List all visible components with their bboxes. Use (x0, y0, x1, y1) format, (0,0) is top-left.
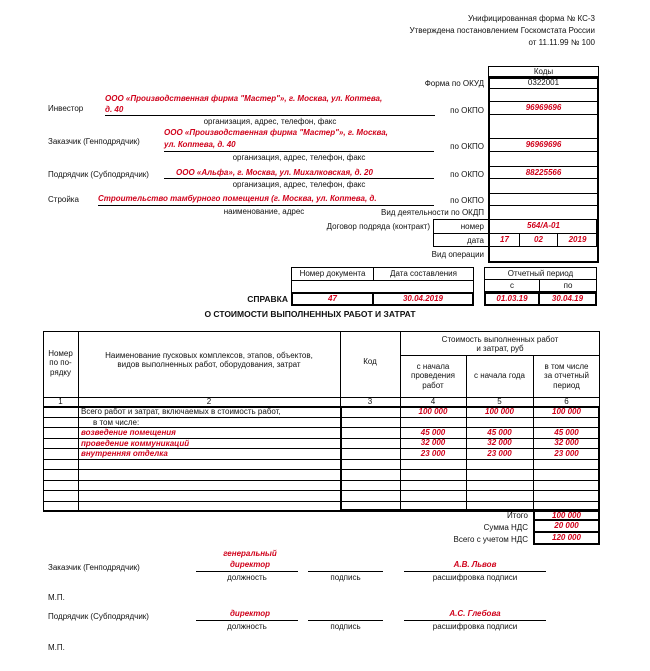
col-code-header: Код (363, 357, 377, 367)
sign-contractor-name: А.С. Глебова (449, 609, 501, 618)
col-code-index: 3 (367, 397, 373, 406)
okud-label: Форма по ОКУД (424, 79, 484, 88)
sign-customer-signature-hint: подпись (330, 573, 361, 582)
row-name: проведение коммуникаций (81, 438, 190, 448)
row-value: 45 000 (420, 427, 446, 437)
col-since-year-index: 5 (497, 397, 502, 406)
total-label: Итого (507, 511, 528, 520)
row-name: возведение помещения (81, 428, 176, 437)
period-from-label: с (484, 280, 540, 292)
site-hint: наименование, адрес (223, 207, 305, 216)
site-label: Стройка (48, 195, 79, 204)
col-period-index: 6 (564, 397, 569, 406)
site-okpo-cell (490, 193, 597, 206)
site-line: Строительство тамбурного помещения (г. Москва, ул. Коптева, д. (98, 194, 377, 203)
total-value: 100 000 (533, 510, 600, 521)
row-name: Всего работ и затрат, включаемых в стоимость работ, (81, 407, 281, 416)
sign-customer-position-hint: должность (227, 573, 267, 582)
with-vat-label: Всего с учетом НДС (453, 535, 528, 544)
investor-line1: ООО «Производственная фирма "Мастер"», г. Москва, ул. Коптева, (105, 94, 383, 103)
doc-date-header: Дата составления (374, 267, 474, 281)
sign-contractor-signature-hint: подпись (330, 622, 361, 631)
row-value: 32 000 (420, 438, 446, 448)
col-since-start-index: 4 (430, 397, 436, 406)
period-to: 30.04.19 (540, 292, 597, 306)
doc-number-header: Номер документа (291, 267, 374, 281)
sign-contractor-position-hint: должность (227, 622, 267, 631)
row-value: 23 000 (487, 448, 512, 458)
col-number-header: Номер по по- рядку (48, 349, 73, 377)
row-value: 23 000 (420, 448, 446, 458)
sign-contractor-label: Подрядчик (Субподрядчик) (48, 612, 149, 621)
contractor-okpo: 88225566 (490, 166, 597, 179)
okdp-label: Вид деятельности по ОКДП (380, 208, 484, 217)
contractor-label: Подрядчик (Субподрядчик) (48, 170, 149, 179)
investor-underline (105, 115, 435, 116)
operation-label: Вид операции (431, 250, 484, 259)
sign-customer-name: А.В. Львов (453, 560, 497, 569)
investor-okpo: 96969696 (490, 101, 597, 115)
doc-subtitle: О СТОИМОСТИ ВЫПОЛНЕННЫХ РАБОТ И ЗАТРАТ (204, 309, 416, 319)
customer-line2: ул. Коптева, д. 40 (164, 140, 236, 149)
customer-underline (164, 151, 434, 152)
row-value: 23 000 (554, 448, 579, 458)
period-to-label: по (540, 280, 597, 292)
form-header-line3: от 11.11.99 № 100 (528, 38, 595, 47)
investor-okpo-label: по ОКПО (450, 106, 484, 115)
row-value: 100 000 (418, 406, 448, 416)
sign-contractor-position: директор (229, 609, 270, 618)
contractor-line: ООО «Альфа», г. Москва, ул. Михалковская, д. 20 (176, 168, 373, 177)
doc-number: 47 (291, 292, 374, 306)
customer-label: Заказчик (Генподрядчик) (48, 137, 140, 146)
row-name: внутренняя отделка (81, 449, 168, 458)
sign-customer-position-line1: генеральный (223, 549, 277, 558)
customer-line1: ООО «Производственная фирма "Мастер"», г. Москва, (164, 128, 388, 137)
row-name: в том числе: (93, 417, 140, 427)
site-underline (98, 205, 434, 206)
row-value: 45 000 (554, 427, 579, 437)
vat-value: 20 000 (533, 521, 600, 533)
col-period-header: в том числе за отчетный период (544, 362, 589, 390)
vat-label: Сумма НДС (483, 523, 528, 532)
row-value: 45 000 (487, 427, 512, 437)
contract-date-label: дата (467, 236, 484, 245)
row-value: 100 000 (485, 406, 514, 416)
sign-contractor-name-hint: расшифровка подписи (432, 622, 518, 631)
contract-number-label: номер (460, 222, 484, 231)
customer-hint: организация, адрес, телефон, факс (232, 153, 366, 162)
row-value: 32 000 (554, 438, 579, 448)
form-header-line1: Унифицированная форма № КС-3 (468, 14, 595, 23)
contract-number: 564/А-01 (527, 221, 560, 231)
row-value: 32 000 (487, 438, 512, 448)
customer-okpo: 96969696 (490, 138, 597, 152)
row-value: 100 000 (552, 406, 581, 416)
contract-month: 02 (520, 233, 558, 247)
investor-line2: д. 40 (105, 105, 124, 114)
contract-day: 17 (490, 233, 520, 247)
col-name-index: 2 (206, 397, 212, 406)
investor-label: Инвестор (48, 104, 84, 113)
codes-title: Коды (488, 66, 599, 77)
sign-customer-name-hint: расшифровка подписи (432, 573, 518, 582)
sign-customer-label: Заказчик (Генподрядчик) (48, 563, 140, 572)
sign-customer-position-line2: директор (229, 560, 270, 569)
okud-value: 0322001 (490, 77, 597, 89)
contractor-hint: организация, адрес, телефон, факс (232, 180, 366, 189)
col-cost-header: Стоимость выполненных работ и затрат, руб (441, 334, 559, 353)
customer-okpo-label: по ОКПО (450, 142, 484, 151)
form-header-line2: Утверждена постановлением Госкомстата России (409, 26, 595, 35)
contract-label: Договор подряда (контракт) (326, 222, 430, 231)
col-since-year-header: с начала года (473, 371, 525, 381)
stamp-place-1: М.П. (48, 593, 65, 602)
doc-title: СПРАВКА (247, 294, 288, 304)
col-number-index: 1 (58, 397, 63, 406)
contractor-okpo-label: по ОКПО (450, 170, 484, 179)
period-from: 01.03.19 (484, 292, 540, 306)
stamp-place-2: М.П. (48, 643, 65, 652)
contractor-underline (164, 178, 434, 179)
contract-year: 2019 (568, 235, 587, 245)
col-name-header: Наименование пусковых комплексов, этапов, объектов, видов выполненных работ, оборудования, затрат (105, 350, 313, 369)
period-header: Отчетный период (484, 267, 597, 280)
investor-hint: организация, адрес, телефон, факс (203, 117, 337, 126)
col-since-start-header: с начала проведения работ (411, 362, 455, 390)
site-okpo-label: по ОКПО (450, 196, 484, 205)
doc-date: 30.04.2019 (374, 292, 474, 306)
with-vat-value: 120 000 (533, 533, 600, 545)
